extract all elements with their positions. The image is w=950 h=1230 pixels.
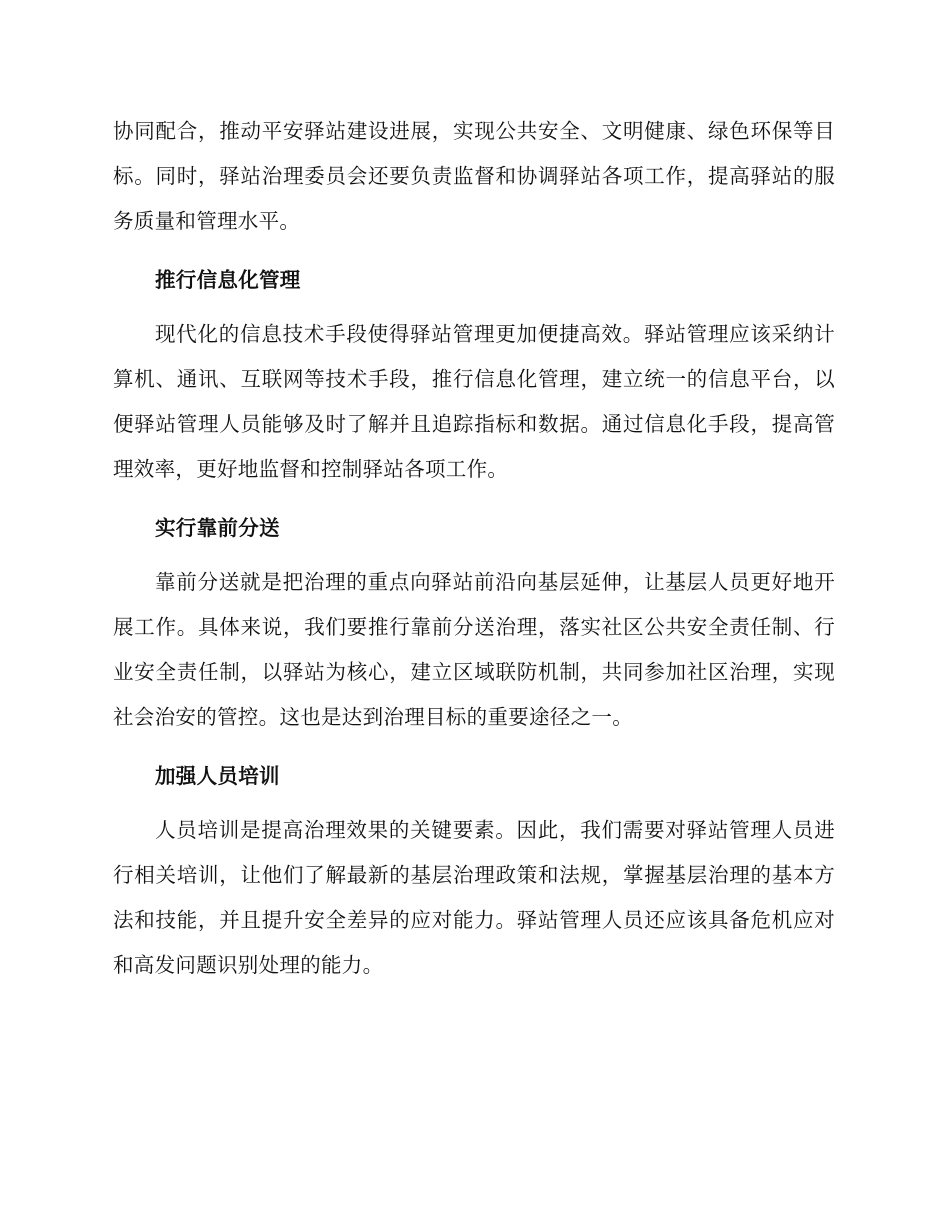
section-heading-informatization: 推行信息化管理	[155, 268, 301, 292]
section-body-forward-delivery: 靠前分送就是把治理的重点向驿站前沿向基层延伸，让基层人员更好地开展工作。具体来说，我们要推行靠前分送治理，落实社区公共安全责任制、行业安全责任制，以驿站为核心，建立区域联防机制，共同参加社区治理，实现社会治安的管控。这也是达到治理目标的重要途径之一。	[113, 570, 835, 729]
section-heading-forward-delivery: 实行靠前分送	[155, 516, 280, 540]
intro-paragraph: 协同配合，推动平安驿站建设进展，实现公共安全、文明健康、绿色环保等目标。同时，驿站治理委员会还要负责监督和协调驿站各项工作，提高驿站的服务质量和管理水平。	[113, 119, 835, 233]
section-body-staff-training: 人员培训是提高治理效果的关键要素。因此，我们需要对驿站管理人员进行相关培训，让他们了解最新的基层治理政策和法规，掌握基层治理的基本方法和技能，并且提升安全差异的应对能力。驿站管理人员还应该具备危机应对和高发问题识别处理的能力。	[113, 818, 835, 977]
document-page	[113, 109, 835, 988]
section-body-informatization: 现代化的信息技术手段使得驿站管理更加便捷高效。驿站管理应该采纳计算机、通讯、互联网等技术手段，推行信息化管理，建立统一的信息平台，以便驿站管理人员能够及时了解并且追踪指标和数据。通过信息化手段，提高管理效率，更好地监督和控制驿站各项工作。	[113, 322, 835, 481]
section-heading-staff-training: 加强人员培训	[155, 764, 280, 788]
